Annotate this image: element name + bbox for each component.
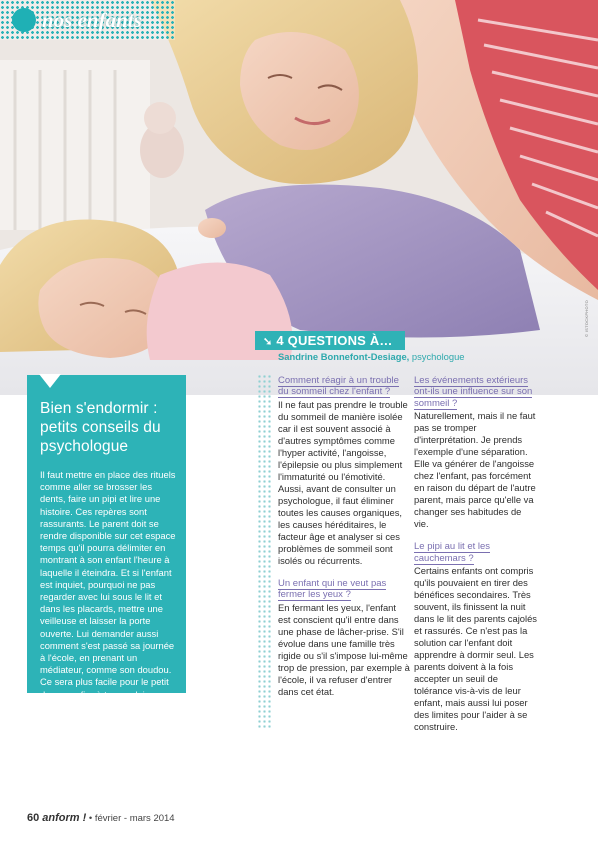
photo-credit: © ISTOCKPHOTO (584, 300, 589, 337)
advice-body: Il faut mettre en place des rituels comme aller se brosser les dents, faire un pipi et lire une histoire. Ces repères sont rassurants. Le parent doit se rendre disponible sur cet espace temps qu'il pourra délimiter en montrant à son enfant l'heure à laquelle il éteindra. Et si l'enfant est inquiet, pourquoi ne pas regarder avec lui sous le lit et dans les placards, mettre une veilleuse et laisser la porte ouverte. Lui demander aussi comment s'est passé sa journée à l'école, en prenant un médiateur, comme son doudou. Ce sera plus facile pour le petit de se confier à travers lui. (40, 469, 176, 700)
answer-1: Il ne faut pas prendre le trouble du sommeil de manière isolée car il est souvent associé à d'autres symptômes comme l'hyper activité, l'angoisse, l'épilepsie ou plus simplement l'immaturité ou l'émotivité. Aussi, avant de consulter un psychologue, il faut éliminer toutes les causes organiques, les causes héréditaires, le facteur âge et analyser si ces problèmes de sommeil sont isolés ou récurrents. (278, 398, 408, 566)
page-number: 60 (27, 812, 40, 824)
page-footer (27, 812, 175, 824)
interview-header (255, 331, 405, 350)
answer-2: En fermant les yeux, l'enfant est conscient qu'il entre dans une phase de lâcher-prise. S'il évolue dans une famille très rigide ou s'il s'impose lui-même trop de pression, par exemple à l'école, il va refuser d'entrer dans cet état. (278, 601, 410, 697)
interview-header-text: 4 QUESTIONS À… (276, 333, 393, 348)
question-3: Les événements extérieurs ont-ils une influence sur son sommeil ? (414, 375, 533, 409)
section-rubric (0, 0, 175, 40)
interview-column-1 (278, 375, 411, 709)
rubric-label: nos enfants (42, 8, 142, 32)
issue-date: • février - mars 2014 (86, 813, 175, 824)
question-4: Le pipi au lit et les cauchemars ? (414, 541, 491, 564)
arrow-down-right-icon: ➘ (263, 336, 273, 348)
question-2: Un enfant qui ne veut pas fermer les yeux ? (278, 577, 387, 601)
dotted-divider (257, 374, 271, 729)
answer-3: Naturellement, mais il ne faut pas se tromper d'interprétation. Je prends l'exemple d'une séparation. Elle va générer de l'angoisse chez l'enfant, pas forcément en raison du départ de l'autre parent, mais parce qu'elle va changer ses habitudes de vie. (414, 410, 536, 530)
interview-author (278, 351, 465, 362)
question-1: Comment réagir à un trouble du sommeil chez l'enfant ? (278, 375, 399, 398)
author-role: psychologue (409, 351, 465, 362)
interview-column-2 (414, 375, 538, 744)
advice-box (27, 375, 186, 700)
magazine-name: anform ! (42, 812, 87, 824)
rubric-dot-icon (12, 8, 36, 32)
answer-4: Certains enfants ont compris qu'ils pouvaient en tirer des bénéfices secondaires. Très souvent, ils finissent la nuit dans le lit des parents cajolés et rassurés. Ce n'est pas la solution car l'enfant doit apprendre à dormir seul. Les parents doivent à la fois accepter un seuil de tolérance vis-à-vis de leur enfant, mais aussi lui poser des limites pour l'aider à se construire. (414, 565, 537, 733)
advice-title: Bien s'endormir : petits conseils du psychologue (40, 400, 161, 455)
author-name: Sandrine Bonnefont-Desiage, (278, 351, 410, 362)
box-notch (39, 374, 61, 388)
